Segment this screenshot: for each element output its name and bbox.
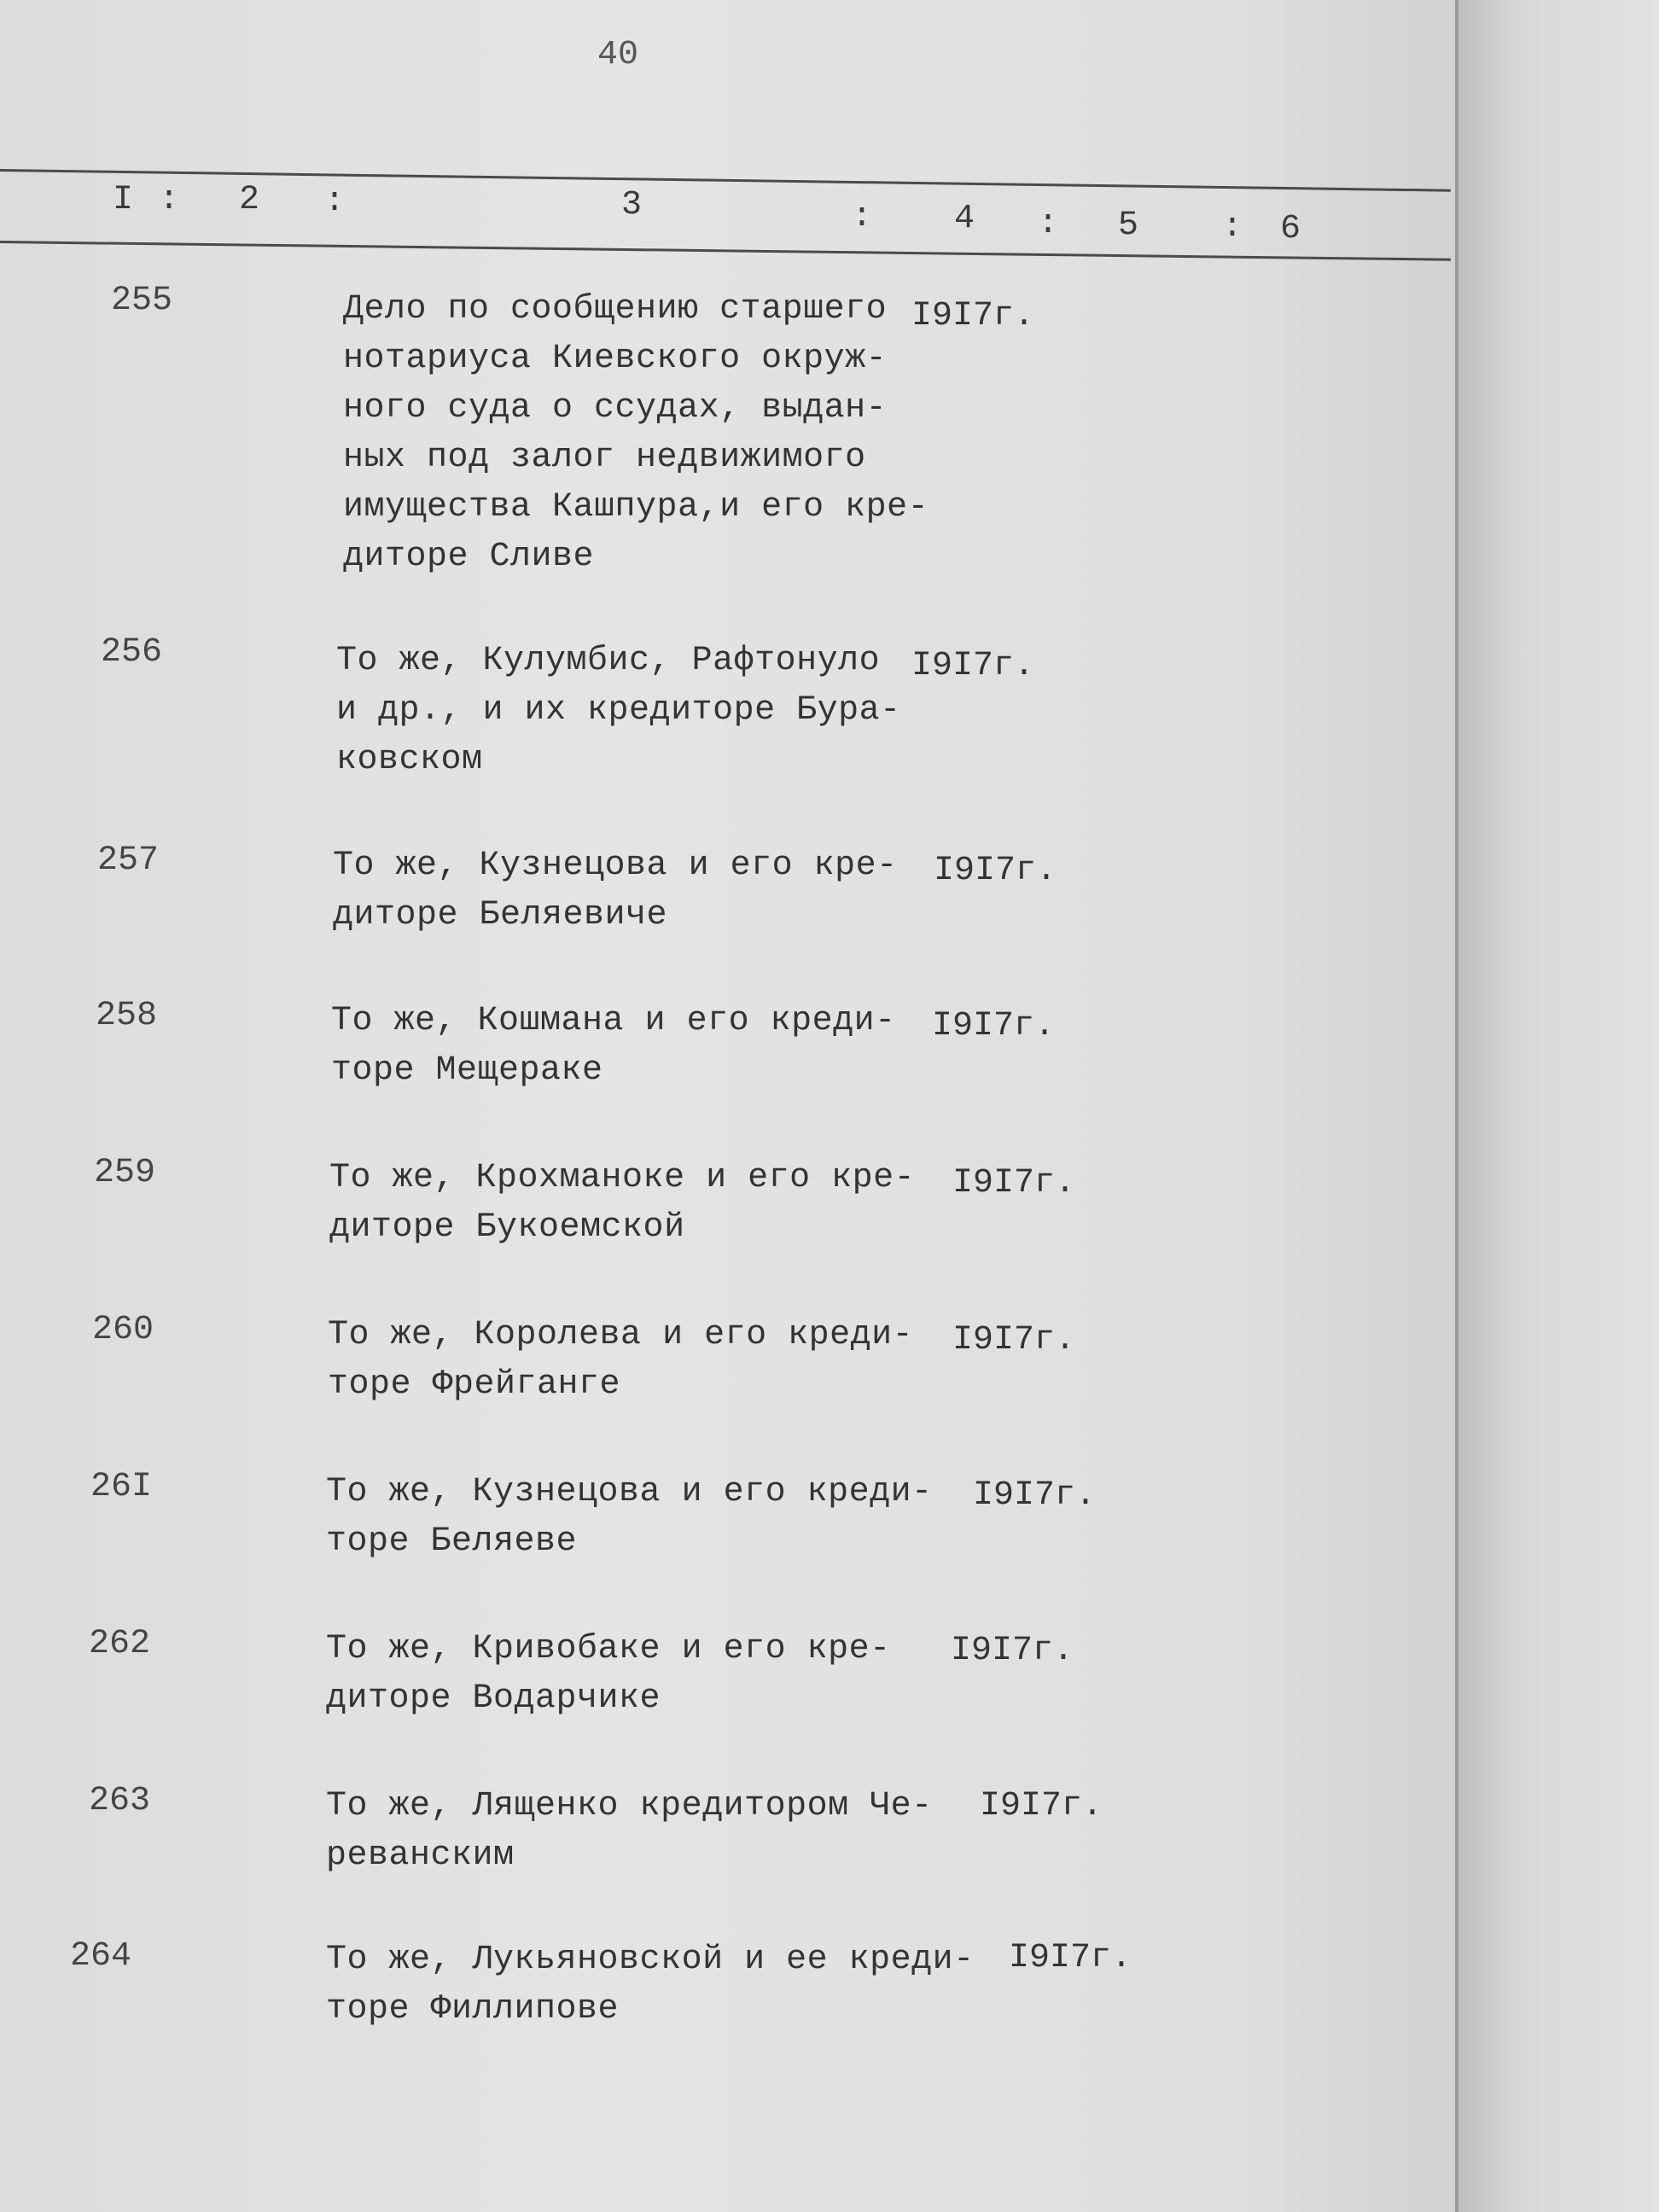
adjacent-page-edge — [1458, 0, 1659, 2212]
entry-text-line: То же, Кузнецова и его креди- — [326, 1473, 933, 1511]
column-separator: : — [159, 181, 180, 219]
entry-text-line: торе Филлипове — [326, 1990, 620, 2029]
entry-text-line: То же, Кривобаке и его кре- — [326, 1630, 891, 1668]
entry-number: 257 — [97, 841, 160, 880]
entry-text-line: диторе Водарчике — [326, 1679, 661, 1718]
entry-text-line: диторе Сливе — [343, 538, 595, 576]
column-separator: : — [324, 183, 346, 221]
entry-text-line: То же, Кузнецова и его кре- — [333, 847, 898, 885]
column-header-2: 2 — [239, 181, 260, 219]
entry-number: 26I — [90, 1468, 153, 1506]
entry-text-line: диторе Букоемской — [329, 1208, 685, 1247]
entry-date: I9I7г. — [911, 647, 1035, 685]
entry-date: I9I7г. — [973, 1476, 1097, 1515]
page-number: 40 — [597, 36, 639, 74]
entry-text-line: имущества Кашпура,и его кре- — [343, 488, 929, 527]
entry-text-line: ного суда о ссудах, выдан- — [343, 389, 888, 428]
entry-text-line: Дело по сообщению старшего — [343, 290, 888, 329]
entry-text-line: торе Фрейганге — [328, 1365, 621, 1404]
column-header-3: 3 — [621, 186, 643, 224]
entry-text-line: То же, Королева и его креди- — [328, 1316, 914, 1354]
entry-text-line: ковском — [336, 741, 483, 779]
entry-date: I9I7г. — [911, 297, 1035, 335]
entry-text-line: То же, Крохманоке и его кре- — [329, 1159, 916, 1197]
entry-text-line: То же, Лященко кредитором Че- — [326, 1787, 933, 1825]
entry-date: I9I7г. — [934, 852, 1057, 890]
column-separator: : — [1038, 205, 1059, 243]
entry-text-line: ных под залог недвижимого — [343, 439, 866, 477]
entry-text-line: То же, Лукьяновской и ее креди- — [326, 1941, 975, 1979]
entry-text-line: торе Беляеве — [326, 1522, 578, 1561]
entry-date: I9I7г. — [932, 1007, 1056, 1045]
entry-number: 256 — [101, 633, 163, 672]
table-header-top-rule — [0, 169, 1451, 192]
entry-text-line: нотариуса Киевского окруж- — [343, 340, 888, 378]
entry-text-line: торе Мещераке — [331, 1051, 603, 1090]
entry-number: 262 — [89, 1625, 151, 1663]
entry-number: 263 — [89, 1782, 151, 1820]
entry-date: I9I7г. — [980, 1787, 1103, 1825]
entry-date: I9I7г. — [952, 1164, 1076, 1202]
entry-number: 260 — [92, 1311, 154, 1349]
column-header-5: 5 — [1118, 207, 1139, 245]
column-header-4: 4 — [954, 200, 975, 238]
entry-date: I9I7г. — [952, 1321, 1076, 1359]
column-separator: : — [1222, 208, 1243, 247]
entry-date: I9I7г. — [951, 1632, 1074, 1670]
entry-text-line: и др., и их кредиторе Бура- — [336, 691, 901, 730]
entry-number: 259 — [94, 1154, 156, 1192]
entry-text-line: То же, Кулумбис, Рафтонуло — [336, 642, 881, 680]
entry-number: 255 — [111, 282, 173, 320]
entry-text-line: реванским — [326, 1837, 515, 1875]
entry-text-line: диторе Беляевиче — [333, 896, 668, 934]
entry-number: 258 — [96, 997, 158, 1035]
entry-date: I9I7г. — [1009, 1939, 1132, 1977]
entry-text-line: То же, Кошмана и его креди- — [331, 1002, 896, 1040]
column-header-6: 6 — [1280, 210, 1301, 248]
entry-number: 264 — [70, 1937, 132, 1976]
column-header-1: I — [113, 181, 134, 219]
column-separator: : — [852, 198, 873, 236]
